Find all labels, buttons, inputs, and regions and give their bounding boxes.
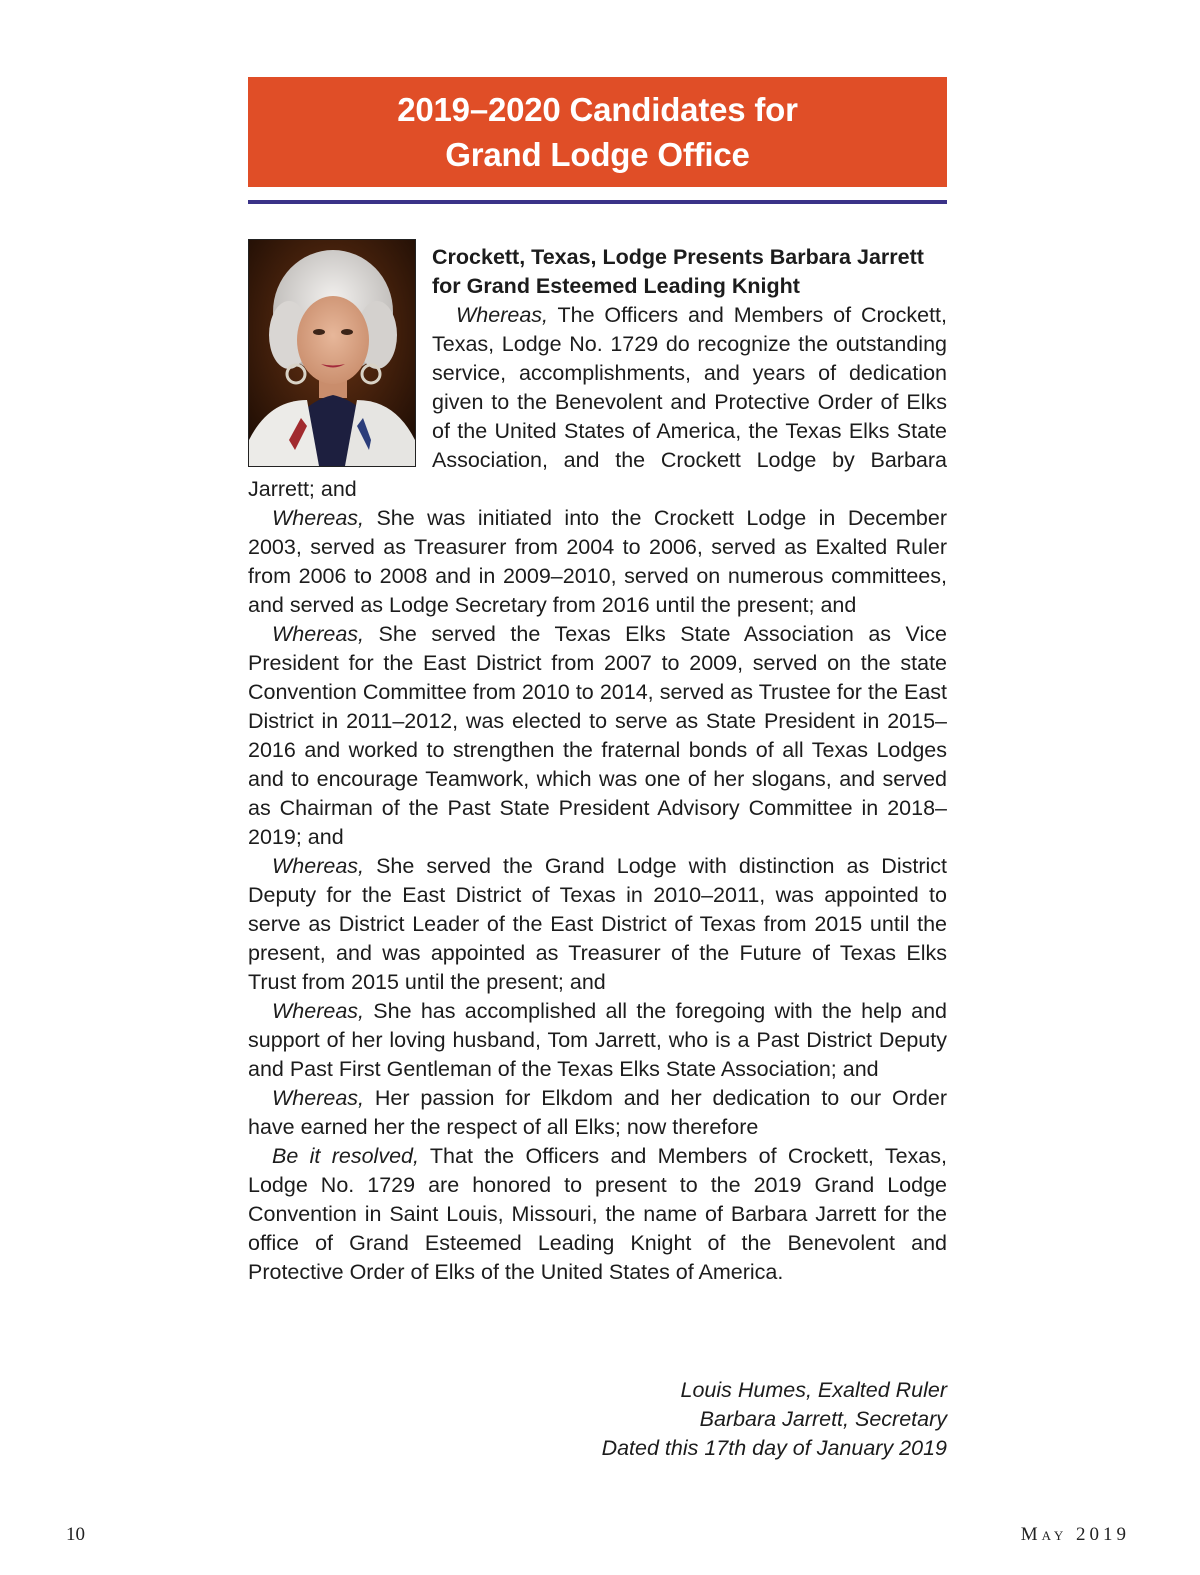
paragraph-6-lead: Whereas, xyxy=(272,1086,365,1110)
paragraph-4-lead: Whereas, xyxy=(272,854,365,878)
signature-secretary: Barbara Jarrett, Secretary xyxy=(699,1407,947,1431)
title-banner xyxy=(248,77,947,187)
paragraph-4-text: She served the Grand Lodge with distinction as District Deputy for the East District of Texas in 2010–2011, was appointed to serve as District Leader of the East District of Texas from 2015 until the present, and was appointed as Treasurer of the Future of Texas Elks Trust from 2015 until the present; and xyxy=(248,854,947,994)
paragraph-5-text: She has accomplished all the foregoing with the help and support of her loving husband, Tom Jarrett, who is a Past District Deputy and Past First Gentleman of the Texas Elks State Association; and xyxy=(248,999,947,1081)
divider-rule xyxy=(248,200,947,204)
signature-block xyxy=(248,1376,947,1463)
paragraph-3-lead: Whereas, xyxy=(272,622,365,646)
paragraph-1-text: The Officers and Members of Crockett, Texas, Lodge No. 1729 do recognize the outstanding service, accomplishments, and years of dedication given to the Benevolent and Protective Order of Elks of the United States of America, the Texas Elks State Association, and the Crockett Lodge by Barbara Jarrett; and xyxy=(248,303,947,501)
paragraph-2-lead: Whereas, xyxy=(272,506,365,530)
signature-date: Dated this 17th day of January 2019 xyxy=(601,1436,947,1460)
paragraph-5-lead: Whereas, xyxy=(272,999,365,1023)
issue-date: May 2019 xyxy=(1020,1524,1130,1545)
paragraph-5 xyxy=(248,997,947,1084)
paragraph-2-text: She was initiated into the Crockett Lodge in December 2003, served as Treasurer from 2004 to 2006, served as Exalted Ruler from 2006 to 2008 and in 2009–2010, served on numerous committees, and served as Lodge Secretary from 2016 until the present; and xyxy=(248,506,947,617)
banner-title-line-2: Grand Lodge Office xyxy=(445,136,750,173)
paragraph-7-resolution xyxy=(248,1142,947,1287)
paragraph-7-lead: Be it resolved, xyxy=(272,1144,419,1168)
paragraph-6-text: Her passion for Elkdom and her dedication to our Order have earned her the respect of all Elks; now therefore xyxy=(248,1086,947,1139)
paragraph-1-lead: Whereas, xyxy=(456,303,549,327)
paragraph-2 xyxy=(248,504,947,620)
article xyxy=(248,243,947,1287)
signature-exalted-ruler: Louis Humes, Exalted Ruler xyxy=(680,1378,947,1402)
candidate-portrait xyxy=(248,239,416,467)
banner-title-line-1: 2019–2020 Candidates for xyxy=(397,91,798,128)
paragraph-4 xyxy=(248,852,947,997)
page-number: 10 xyxy=(66,1524,85,1545)
paragraph-6 xyxy=(248,1084,947,1142)
paragraph-3 xyxy=(248,620,947,852)
article-headline: Crockett, Texas, Lodge Presents Barbara Jarrett for Grand Esteemed Leading Knight xyxy=(432,245,924,298)
paragraph-3-text: She served the Texas Elks State Association as Vice President for the East District from 2007 to 2009, served on the state Convention Committee from 2010 to 2014, served as Trustee for the East District in 2011–2012, was elected to serve as State President in 2015–2016 and worked to strengthen the fraternal bonds of all Texas Lodges and to encourage Teamwork, which was one of her slogans, and served as Chairman of the Past State President Advisory Committee in 2018–2019; and xyxy=(248,622,947,849)
paragraph-7-text: That the Officers and Members of Crockett, Texas, Lodge No. 1729 are honored to present to the 2019 Grand Lodge Convention in Saint Louis, Missouri, the name of Barbara Jarrett for the office of Grand Esteemed Leading Knight of the Benevolent and Protective Order of Elks of the United States of America. xyxy=(248,1144,947,1284)
